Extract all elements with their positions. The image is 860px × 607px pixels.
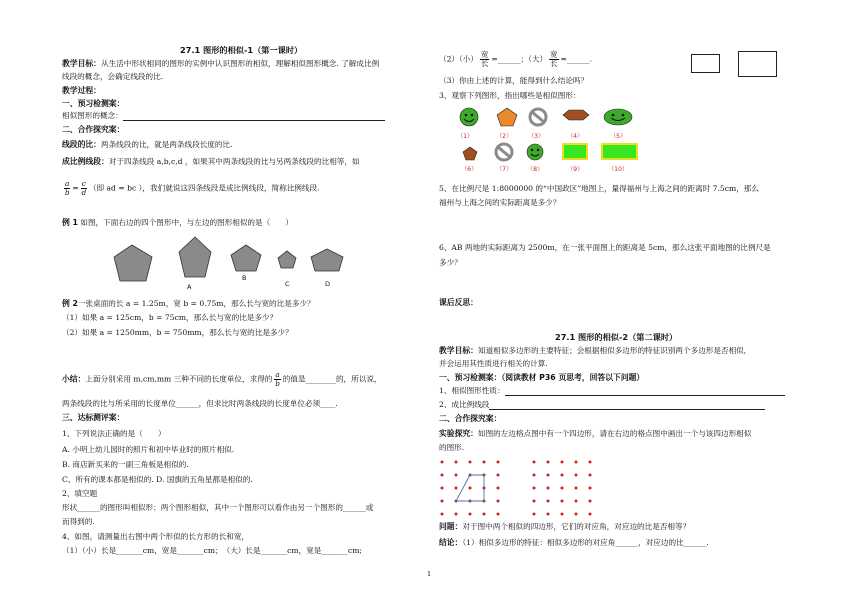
- fig-label-8: （8）: [527, 166, 544, 173]
- lesson2-goal-line1: 教学目标：知道相似多边形的主要特征；会根据相似多边形的特征识别两个多边形是否相似,: [439, 346, 747, 355]
- experiment-line1: 实验探究：如图的左边格点图中有一个四边形，请在右边的格点图中画出一个与该四边形相似: [439, 429, 752, 438]
- experiment-line2: 的图形.: [439, 443, 465, 452]
- grid-dot: [455, 474, 458, 477]
- fig-label-9: （9）: [567, 166, 584, 173]
- teaching-goal-line1: 教学目标：从生活中形状相同的图形的实例中认识图形的相似，理解相似图形概念. 了解成比例: [62, 59, 380, 68]
- grid-dot: [441, 474, 444, 477]
- grid-dot: [547, 500, 550, 503]
- example2-q1: （1）如果 a = 125cm，b = 75cm，那么长与宽的比是多少？: [62, 313, 278, 322]
- concept-blank[interactable]: [123, 112, 385, 121]
- grid-dot: [533, 500, 536, 503]
- after-class-reflection: 课后反思：: [439, 298, 478, 307]
- grid-dot: [497, 474, 500, 477]
- small-ratio-fraction: $\frac{\text{宽}}{\text{长}}$: [481, 50, 489, 68]
- grid-dot: [469, 513, 472, 516]
- proportional-segment-line: 2、成比例线段: [439, 400, 765, 410]
- option-a-pentagon: [179, 237, 211, 277]
- similar-property-line: 1、相似图形性质：: [439, 386, 785, 396]
- brown-hexagon-4: [563, 110, 589, 120]
- summary-line1: 小结：上面分别采用 m,cm,mm 三种不同的长度单位，求得的 $\frac{a}{b}$ 的值是________的，所以说，: [62, 370, 382, 388]
- question4: 4、如图，请测量出右图中两个形似的长方形的长和宽，: [62, 532, 250, 541]
- grid-dot: [533, 461, 536, 464]
- segment-blank[interactable]: [489, 401, 765, 410]
- section-explore-heading: 二、合作探究案：: [62, 125, 125, 134]
- fig-label-3: （3）: [528, 133, 545, 140]
- grid-dot: [589, 513, 592, 516]
- grid-dot: [561, 461, 564, 464]
- option-b-label: B: [242, 274, 247, 282]
- grid-dot: [547, 461, 550, 464]
- grid-dot: [547, 474, 550, 477]
- conclusion-line: 结论：（1）相似多边形的特征：相似多边形的对应角______，对应边的比______.: [439, 538, 709, 547]
- grid-dot: [561, 500, 564, 503]
- lesson1-title: 27.1 图形的相似-1（第一课时）: [180, 45, 303, 55]
- grid-dot: [441, 461, 444, 464]
- grid-dot: [575, 500, 578, 503]
- grid-dot: [497, 513, 500, 516]
- question2-line2: 而得到的.: [62, 517, 95, 526]
- question3: 3、观察下列图形，指出哪些是相似图形：: [439, 91, 581, 100]
- grid-dot: [497, 461, 500, 464]
- ratio-compare-line: （2）（小） $\frac{\text{宽}}{\text{长}}$ =______；（大） $\frac{\text{宽}}{\text{长}}$ =______.: [439, 50, 593, 68]
- question6-line1: 6、AB 两地的实际距离为 2500m，在一张平面图上的距离是 5cm，那么这张平面地图的比例尺是: [439, 243, 771, 252]
- fig-label-7: （7）: [496, 166, 513, 173]
- left-dot-grid: [441, 461, 500, 516]
- proportional-segments-line: 成比例线段：对于四条线段 a,b,c,d ，如果其中两条线段的比与另两条线段的比相等，如: [62, 157, 360, 166]
- question1-option-cd: C、所有的课本都是相似的. D. 国旗的五角星都是相似的.: [62, 475, 253, 484]
- question1-option-b: B. 商店新买来的一副三角板是相似的.: [62, 460, 189, 469]
- option-a-label: A: [187, 283, 192, 291]
- no-sign-7: [496, 144, 512, 160]
- grid-dot: [533, 474, 536, 477]
- option-d-pentagon: [311, 249, 343, 271]
- no-sign-3: [530, 109, 546, 125]
- question2: 2、填空题: [62, 489, 98, 498]
- similar-concept-line: 相似图形的概念：: [62, 111, 385, 121]
- fig-label-4: （4）: [567, 133, 584, 140]
- grid-dot: [455, 461, 458, 464]
- lesson2-explore-heading: 二、合作探究案：: [439, 414, 502, 423]
- grid-dot: [441, 487, 444, 490]
- brown-pentagon-6: [463, 147, 477, 160]
- summary-fraction: $\frac{a}{b}$: [275, 370, 280, 388]
- fig-label-6: （6）: [461, 166, 478, 173]
- grid-dot: [497, 500, 500, 503]
- fig-label-1: （1）: [457, 133, 474, 140]
- grid-dot: [455, 487, 458, 490]
- grid-dot: [575, 513, 578, 516]
- option-d-label: D: [325, 280, 331, 288]
- teaching-process-heading: 教学过程：: [62, 86, 101, 95]
- grid-dot: [483, 461, 486, 464]
- grid-dot: [469, 461, 472, 464]
- fig-label-2: （2）: [496, 133, 513, 140]
- grid-dot: [533, 513, 536, 516]
- option-c-pentagon: [278, 251, 296, 268]
- teaching-goal-line2: 线段的概念，会确定线段的比.: [62, 72, 164, 81]
- question1: 1、下列说法正确的是（ ）: [62, 429, 166, 438]
- grid-dot: [441, 500, 444, 503]
- question5-line2: 福州与上海之间的实际距离是多少？: [439, 198, 561, 207]
- orange-pentagon: [497, 108, 517, 126]
- grid-dot: [589, 500, 592, 503]
- question5-line1: 5、在比例尺是 1:8000000 的“中国政区”地图上，量得福州与上海之间的距离时 7.5cm，那么: [439, 184, 759, 193]
- grid-dot: [589, 474, 592, 477]
- question2-line1: 形状______的图形叫相似形；两个图形相似，其中一个图形可以看作由另一个图形的______或: [62, 503, 374, 512]
- question-line: 问题：对于图中两个相似的四边形，它们的对应角，对应边的比是否相等？: [439, 522, 691, 531]
- option-c-label: C: [285, 280, 290, 288]
- grid-dot: [575, 487, 578, 490]
- example2-line: 例 2一张桌面的长 a = 1.25m，宽 b = 0.75m，那么长与宽的比是多少？: [62, 299, 315, 308]
- grid-dot: [561, 487, 564, 490]
- smiley-face-1: [460, 108, 478, 126]
- grid-dot: [497, 487, 500, 490]
- question3-sub: （3）你由上述的计算，能得到什么结论吗？: [439, 76, 589, 85]
- grid-dot: [561, 513, 564, 516]
- smiley-face-5: [604, 109, 632, 125]
- summary-line2: 两条线段的比与所采用的长度单位______，但求比时两条线段的长度单位必须____.: [62, 399, 338, 408]
- page-number: 1: [427, 570, 432, 578]
- grid-dot: [589, 461, 592, 464]
- section-assess-heading: 三、达标测评案：: [62, 413, 125, 422]
- question4-measure-line: （1）（小）长是_______cm，宽是_______cm； （大）长是_______cm，宽是_______cm;: [62, 546, 362, 555]
- lesson2-goal-line2: 并会运用其性质进行相关的计算.: [439, 359, 548, 368]
- grid-dot: [455, 513, 458, 516]
- right-dot-grid: [533, 461, 592, 516]
- grid-dot: [483, 513, 486, 516]
- smiley-face-8: [527, 144, 543, 160]
- grid-dot: [469, 487, 472, 490]
- large-ratio-fraction: $\frac{\text{宽}}{\text{长}}$: [550, 50, 558, 68]
- question1-option-a: A. 小明上幼儿园时的照片和初中毕业时的照片相似.: [62, 445, 235, 454]
- grid-dot: [441, 513, 444, 516]
- fraction-c-d: $\frac{c}{d}$: [81, 179, 87, 197]
- question6-line2: 多少？: [439, 258, 462, 267]
- rect-10: [602, 144, 637, 159]
- segment-ratio-line: 线段的比：两条线段的比，就是两条线段长度的比.: [62, 140, 233, 149]
- grid-dot: [547, 487, 550, 490]
- option-b-pentagon: [231, 245, 261, 271]
- grid-dot: [575, 461, 578, 464]
- section-preview-heading: 一、预习检测案：: [62, 99, 125, 108]
- dot-grids: [438, 453, 638, 519]
- grid-dot: [547, 513, 550, 516]
- small-rectangle: [691, 54, 720, 73]
- lesson2-preview-heading: 一、预习检测案：（阅读教材 P36 页思考，回答以下问题）: [439, 373, 645, 382]
- property-blank[interactable]: [505, 387, 785, 396]
- proportion-formula: $\frac{a}{b}$ = $\frac{c}{d}$ （即 ad = bc ），我们就说这四条线段是成比例线段，简称比例线段.: [64, 179, 320, 197]
- example1-line: 例 1 如图，下面右边的四个图形中，与左边的图形相似的是（ ）: [62, 218, 293, 227]
- grid-dot: [575, 474, 578, 477]
- example2-q2: （2）如果 a = 1250mm，b = 750mm，那么长与宽的比是多少？: [62, 328, 293, 337]
- lesson2-title: 27.1 图形的相似-2（第二课时）: [555, 332, 678, 342]
- fraction-a-b: $\frac{a}{b}$: [64, 179, 70, 197]
- reference-pentagon: [114, 245, 152, 281]
- fig-label-5: （5）: [610, 133, 627, 140]
- large-rectangle: [738, 51, 777, 77]
- grid-dot: [589, 487, 592, 490]
- rect-9: [563, 144, 587, 159]
- grid-dot: [533, 487, 536, 490]
- grid-dot: [561, 474, 564, 477]
- fig-label-10: （10）: [608, 166, 629, 173]
